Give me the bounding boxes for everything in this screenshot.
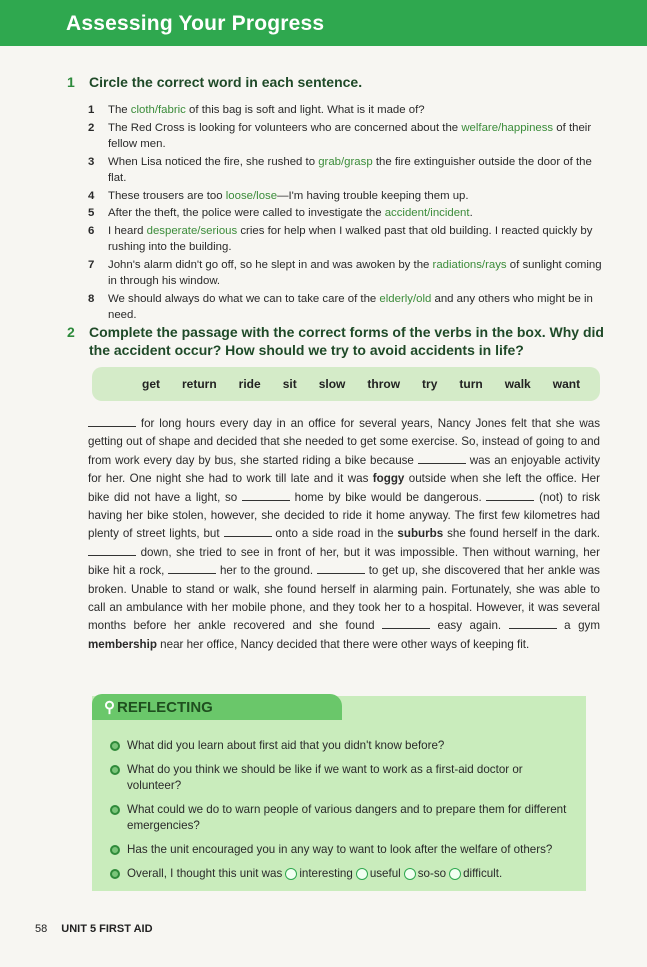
word-list	[142, 377, 580, 391]
passage-text: (not) to risk having her bike stolen, however, she decided to ride it home anyway. The first few kilometres had plenty of street lights, but	[88, 490, 601, 541]
word-choice[interactable]: radiations/rays	[432, 258, 507, 271]
question-1-list	[88, 102, 606, 325]
passage-text: to get up, she discovered that her ankle was broken. Unable to stand or walk, she found herself in alarming pain. Fortunately, she was able to call an ambulance with her mobile phone, and they took her to a hospital. However, it was several months before her ankle recovered and she found	[88, 564, 600, 633]
item-number: 7	[88, 258, 95, 271]
item-text: When Lisa noticed the fire, she rushed to	[108, 155, 319, 168]
word-box-item: want	[552, 377, 581, 391]
lightbulb-icon: ⚲	[104, 699, 115, 716]
word-choice[interactable]: accident/incident	[384, 207, 470, 219]
item-text: of sunlight coming in through his window.	[108, 258, 602, 287]
blank-6[interactable]	[88, 545, 136, 556]
word-box-item: turn	[459, 377, 483, 391]
word-choice[interactable]: elderly/old	[379, 292, 432, 305]
item-number: 3	[88, 155, 95, 168]
list-item	[88, 154, 606, 187]
word-box-item: return	[182, 377, 217, 391]
reflecting-question: What did you learn about first aid that you didn't know before?	[127, 739, 445, 752]
word-box-item: throw	[367, 377, 401, 391]
question-2-number: 2	[67, 324, 75, 340]
passage-text: outside when she left the office. Her bike did not have a light, so	[88, 472, 600, 504]
bullet-icon	[110, 845, 120, 855]
item-text: the fire extinguisher outside the door of the flat.	[108, 155, 592, 184]
word-box-item: get	[142, 377, 160, 391]
passage-text: onto a side road in the	[271, 527, 398, 541]
list-item	[88, 257, 606, 290]
passage-text: near her office, Nancy decided that there were other ways of keeping fit.	[156, 637, 530, 651]
blank-8[interactable]	[317, 563, 365, 574]
reflecting-question: Has the unit encouraged you in any way to want to look after the welfare of others?	[127, 843, 553, 856]
bullet-icon	[110, 741, 120, 751]
word-choice[interactable]: loose/lose	[225, 189, 278, 202]
reflecting-question: What could we do to warn people of various dangers and to prepare them for different emergencies?	[127, 803, 567, 832]
item-text: John's alarm didn't go off, so he slept in and was awoken by the	[108, 258, 433, 271]
option-circle-icon[interactable]	[404, 868, 416, 880]
item-text: I heard	[108, 224, 147, 237]
page-header-bar	[0, 0, 647, 46]
passage-text: a gym	[556, 619, 601, 633]
passage-text: she found herself in the dark.	[443, 527, 600, 541]
word-choice[interactable]: grab/grasp	[318, 155, 373, 168]
item-text: —I'm having trouble keeping them up.	[277, 189, 469, 202]
item-number: 1	[88, 104, 95, 116]
list-item	[88, 102, 606, 119]
blank-10[interactable]	[509, 618, 557, 629]
list-item	[88, 188, 606, 205]
item-text: cries for help when I walked past that old building. I reacted quickly by rushing into the building.	[108, 224, 593, 253]
blank-1[interactable]	[88, 416, 136, 427]
word-box-item: try	[422, 377, 438, 391]
item-text: After the theft, the police were called to investigate the	[108, 207, 385, 219]
item-text: These trousers are too	[108, 189, 226, 202]
word-choice[interactable]: welfare/happiness	[461, 121, 554, 134]
option-circle-icon[interactable]	[285, 868, 297, 880]
blank-3[interactable]	[242, 490, 290, 501]
passage-text: her to the ground.	[216, 564, 317, 578]
word-box-item: slow	[318, 377, 346, 391]
rating-option: useful	[369, 867, 401, 880]
passage-text: was an enjoyable activity for her. One night she had to work till late and it was	[88, 453, 601, 486]
reflecting-heading	[104, 698, 213, 716]
page-title: Assessing Your Progress	[66, 12, 325, 35]
passage-text: down, she tried to see in front of her, but it was impossible. Then without warning, her bike hit a rock,	[88, 545, 600, 578]
item-number: 8	[88, 292, 95, 305]
list-item	[110, 866, 580, 882]
reflecting-list	[110, 738, 580, 890]
bullet-icon	[110, 765, 120, 775]
word-box	[92, 367, 600, 401]
bullet-icon	[110, 805, 120, 815]
word-choice[interactable]: cloth/fabric	[130, 104, 186, 116]
blank-4[interactable]	[486, 490, 534, 501]
rating-option: difficult.	[463, 867, 503, 880]
blank-5[interactable]	[224, 526, 272, 537]
item-text: The Red Cross is looking for volunteers who are concerned about the	[108, 121, 462, 134]
item-number: 4	[88, 189, 95, 202]
blank-7[interactable]	[168, 563, 216, 574]
item-number: 5	[88, 207, 95, 219]
passage-keyword: suburbs	[397, 527, 444, 541]
option-circle-icon[interactable]	[356, 868, 368, 880]
passage	[88, 415, 600, 654]
reflecting-question: What do you think we should be like if we want to work as a first-aid doctor or volunteer?	[127, 763, 523, 792]
passage-text: home by bike would be dangerous.	[289, 490, 487, 504]
list-item	[110, 762, 580, 794]
word-box-item: ride	[238, 377, 261, 391]
passage-keyword: membership	[88, 637, 157, 651]
list-item	[88, 120, 606, 153]
bullet-icon	[110, 869, 120, 879]
list-item	[110, 802, 580, 834]
rating-option: interesting	[299, 867, 353, 880]
list-item	[88, 205, 606, 222]
question-2-instruction: Complete the passage with the correct forms of the verbs in the box. Why did the accident occur? How should we try to avoid accidents in life?	[89, 324, 604, 358]
question-1-number: 1	[67, 74, 75, 90]
item-number: 6	[88, 224, 95, 237]
page-number: 58	[35, 923, 48, 935]
item-number: 2	[88, 121, 95, 134]
item-text: and any others who might be in need.	[108, 292, 593, 321]
list-item	[110, 738, 580, 754]
option-circle-icon[interactable]	[449, 868, 461, 880]
list-item	[88, 291, 606, 324]
item-text: of this bag is soft and light. What is it made of?	[185, 104, 425, 116]
item-text: of their fellow men.	[108, 121, 592, 150]
passage-text: easy again.	[430, 619, 509, 633]
item-text: The	[108, 104, 131, 116]
rating-prompt: Overall, I thought this unit was	[127, 867, 283, 880]
unit-label: UNIT 5 FIRST AID	[61, 923, 153, 935]
rating-option: so-so	[417, 867, 447, 880]
blank-9[interactable]	[382, 618, 430, 629]
item-text: .	[469, 207, 473, 219]
item-text: We should always do what we can to take care of the	[108, 292, 380, 305]
list-item	[88, 223, 606, 256]
question-1-instruction: Circle the correct word in each sentence.	[89, 74, 363, 90]
list-item	[110, 842, 580, 858]
page-footer	[35, 923, 153, 935]
reflecting-title: REFLECTING	[117, 699, 213, 716]
passage-text: for long hours every day in an office for several years, Nancy Jones felt that she was getting out of shape and decided that she needed to get some exercise. So, instead of going to and from work every day by bus, she started riding a bike because	[88, 417, 600, 467]
word-box-item: walk	[504, 377, 531, 391]
word-box-item: sit	[282, 377, 297, 391]
passage-keyword: foggy	[372, 472, 405, 486]
word-choice[interactable]: desperate/serious	[146, 224, 238, 237]
blank-2[interactable]	[418, 453, 466, 464]
